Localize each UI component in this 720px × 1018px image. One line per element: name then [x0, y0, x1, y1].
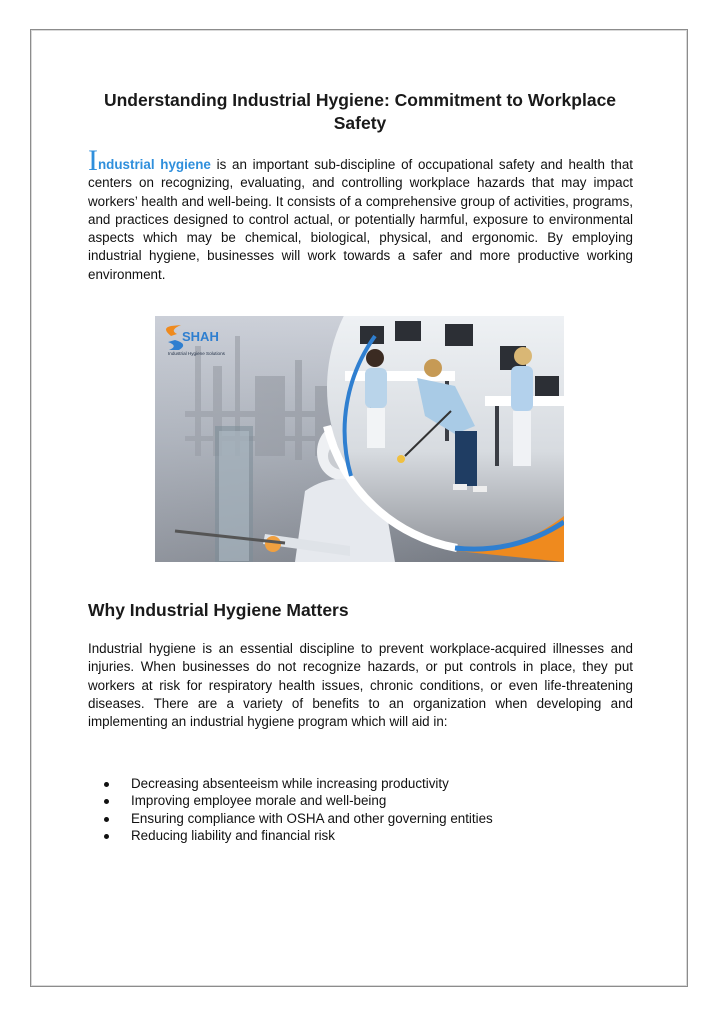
list-item	[104, 810, 493, 827]
list-item	[104, 775, 493, 792]
list-item-text: Reducing liability and financial risk	[131, 827, 335, 843]
intro-paragraph	[88, 144, 633, 284]
list-item	[104, 792, 493, 809]
list-item-text: Ensuring compliance with OSHA and other governing entities	[131, 810, 493, 826]
list-item	[104, 827, 493, 844]
bullet-icon	[104, 834, 109, 839]
hero-image	[155, 316, 564, 562]
bullet-icon	[104, 799, 109, 804]
hero-illustration	[155, 316, 564, 562]
section-body: Industrial hygiene is an essential discipline to prevent workplace-acquired illnesses and injuries. When businesses do not recognize hazards, or put controls in place, they put workers at risk for respiratory health issues, chronic conditions, or even life-threatening diseases. There are a variety of benefits to an organization when developing and implementing an industrial hygiene program which will aid in:	[88, 641, 633, 730]
logo-name: SHAH	[182, 329, 219, 344]
bullet-icon	[104, 782, 109, 787]
list-item-text: Decreasing absenteeism while increasing productivity	[131, 776, 449, 791]
intro-keyword: ndustrial hygiene	[98, 157, 211, 172]
list-item-text: Improving employee morale and well-being	[131, 793, 387, 809]
logo-tagline: Industrial Hygiene Solutions	[168, 351, 225, 356]
benefits-list	[104, 775, 493, 844]
intro-text: is an important sub-discipline of occupational safety and health that centers on recognizing, evaluating, and controlling workplace hazards that may impact workers’ health and well-being. It consists of a comprehensive group of activities, programs, and practices designed to control actual, or potentially harmful, exposure to environmental aspects which may be chemical, biological, physical, and ergonomic. By employing industrial hygiene, businesses will work towards a safer and more productive working environment.	[88, 157, 633, 282]
section-heading: Why Industrial Hygiene Matters	[88, 600, 349, 620]
bullet-icon	[104, 817, 109, 822]
page-title: Understanding Industrial Hygiene: Commitment to Workplace Safety	[103, 90, 617, 133]
drop-cap: I	[88, 144, 98, 177]
